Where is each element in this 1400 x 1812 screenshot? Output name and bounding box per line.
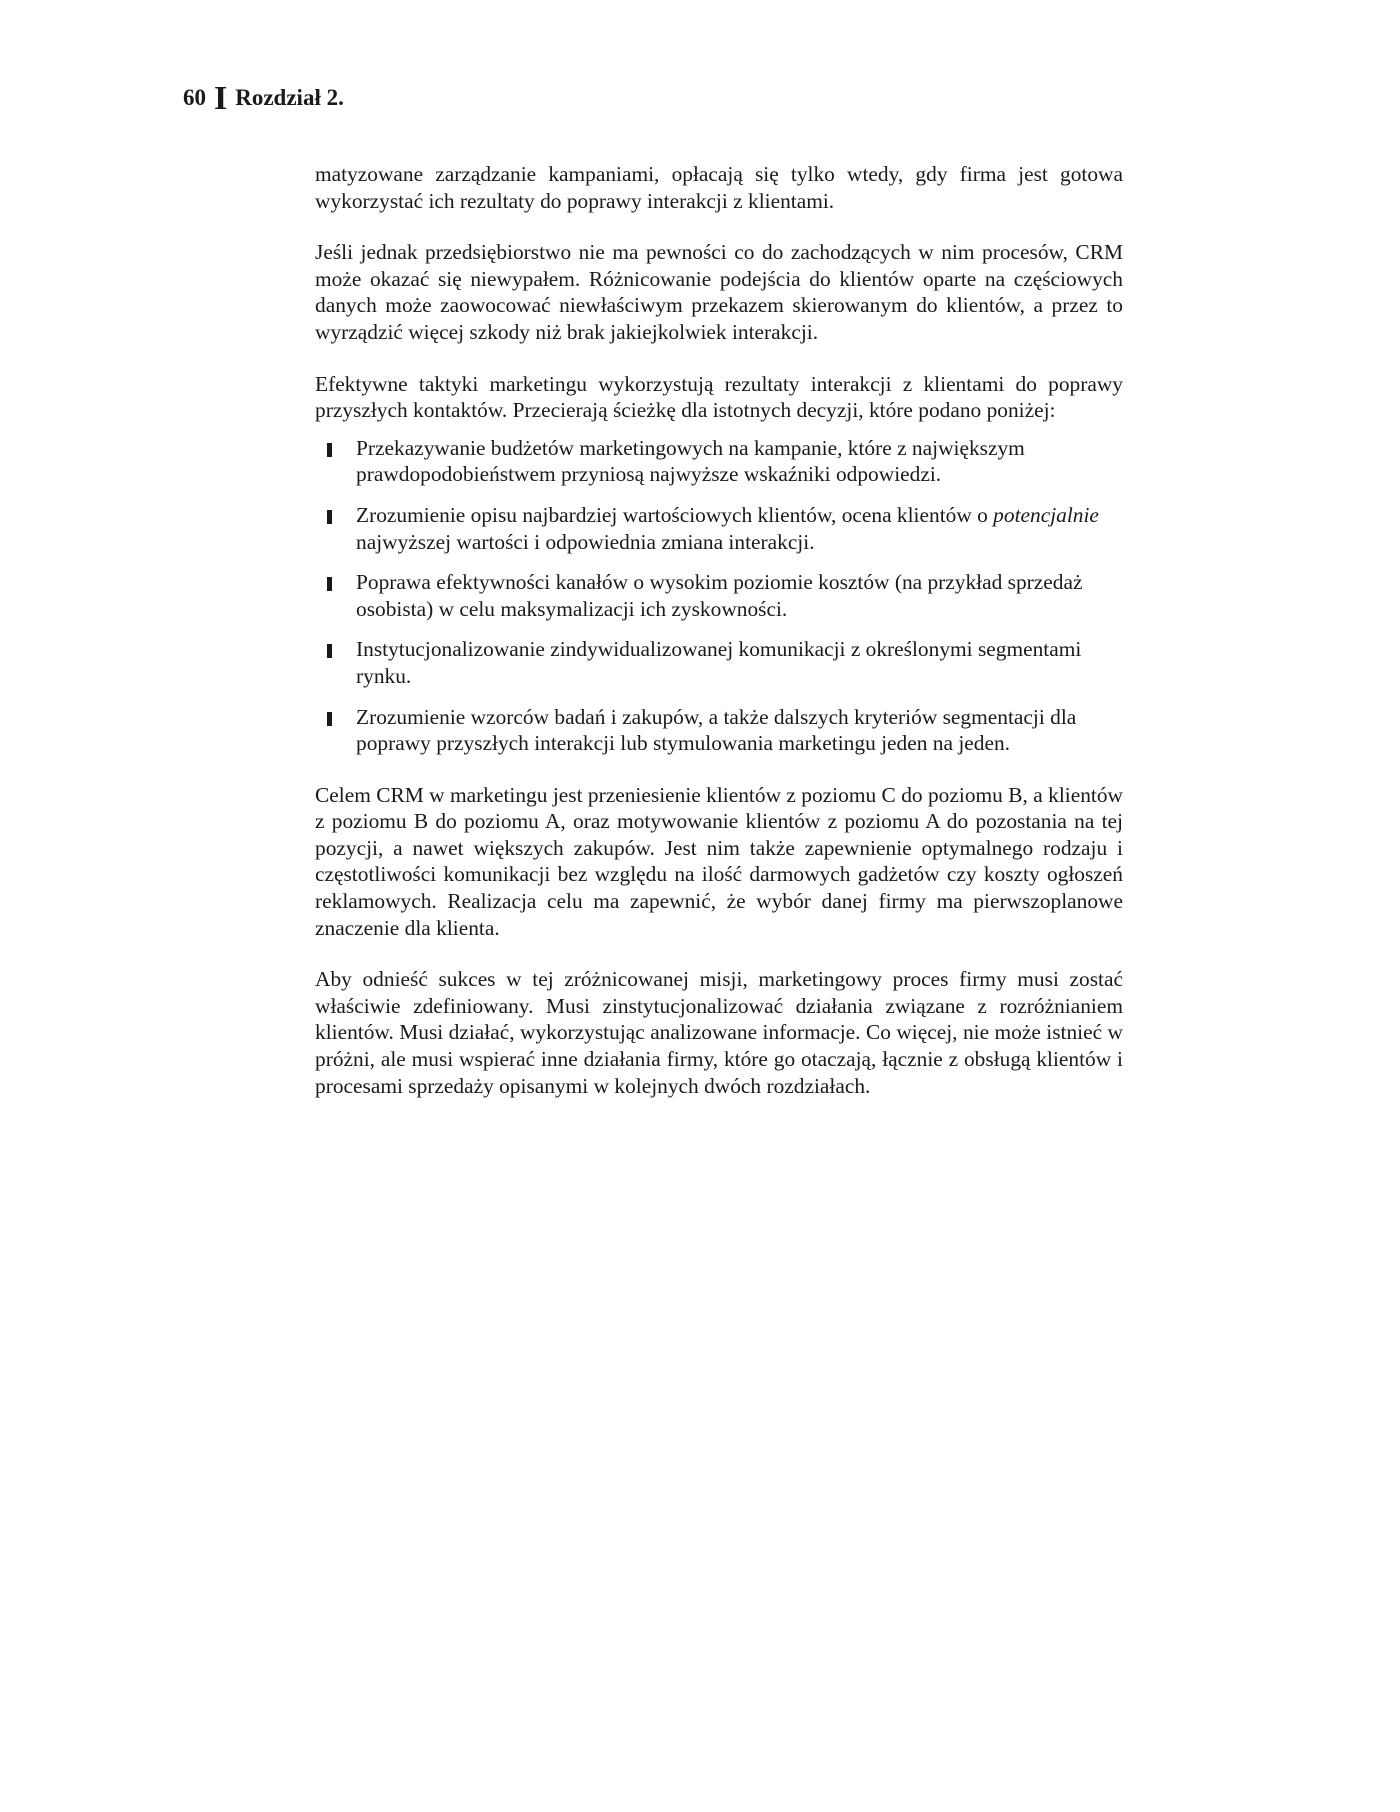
list-item-text: Poprawa efektywności kanałów o wysokim poziomie kosztów (na przykład sprzedaż osobista) w celu maksymalizacji ich zyskowności. (356, 570, 1083, 621)
emphasized-word: potencjalnie (993, 502, 1099, 527)
running-head-separator: I (214, 80, 228, 117)
page-number: 60 (183, 84, 206, 110)
paragraph-5: Aby odnieść sukces w tej zróżnicowanej misji, marketingowy proces firmy musi zostać właściwie zdefiniowany. Musi zinstytucjonalizować działania związane z rozróżnianiem klientów. Musi działać, wykorzystując analizowane informacje. Co więcej, nie może istnieć w próżni, ale musi wspierać inne działania firmy, które go otaczają, łącznie z obsługą klientów i procesami sprzedaży opisanymi w kolejnych dwóch rozdziałach. (315, 967, 1123, 1098)
list-item (315, 502, 1123, 555)
list-item (315, 435, 1123, 488)
bullet-marker (327, 644, 332, 658)
bullet-marker (327, 510, 332, 524)
list-item (315, 704, 1123, 757)
paragraph-3: Efektywne taktyki marketingu wykorzystują rezultaty interakcji z klientami do poprawy przyszłych kontaktów. Przecierają ścieżkę dla istotnych decyzji, które podano poniżej: (315, 371, 1123, 423)
page-body (315, 161, 1123, 1099)
paragraph-2: Jeśli jednak przedsiębiorstwo nie ma pewności co do zachodzących w nim procesów, CRM może okazać się niewypałem. Różnicowanie podejścia do klientów oparte na częściowych danych może zaowocować niewłaściwym przekazem skierowanym do klientów, a przez to wyrządzić więcej szkody niż brak jakiejkolwiek interakcji. (315, 240, 1123, 344)
bullet-marker (327, 712, 332, 726)
bullet-marker (327, 443, 332, 457)
list-item-text: Instytucjonalizowanie zindywidualizowanej komunikacji z określonymi segmentami rynku. (356, 637, 1082, 688)
running-head (183, 80, 344, 117)
list-item-text: Przekazywanie budżetów marketingowych na kampanie, które z największym prawdopodobieństwem przyniosą najwyższe wskaźniki odpowiedzi. (356, 435, 1025, 487)
paragraph-4: Celem CRM w marketingu jest przeniesienie klientów z poziomu C do poziomu B, a klientów z poziomu B do poziomu A, oraz motywowanie klientów z poziomu A do pozostania na tej pozycji, a nawet większych zakupów. Jest nim także zapewnienie optymalnego rodzaju i częstotliwości komunikacji bez względu na ilość darmowych gadżetów czy koszty ogłoszeń reklamowych. Realizacja celu ma zapewnić, że wybór danej firmy ma pierwszoplanowe znaczenie dla klienta. (315, 782, 1123, 940)
bullet-marker (327, 577, 332, 591)
list-item-text-start: Zrozumienie opisu najbardziej wartościowych klientów, ocena klientów o (356, 502, 994, 527)
chapter-title: Rozdział 2. (235, 84, 344, 110)
list-item-text-end: najwyższej wartości i odpowiednia zmiana interakcji. (356, 529, 815, 554)
decision-list (315, 435, 1123, 757)
list-item-text: Zrozumienie wzorców badań i zakupów, a także dalszych kryteriów segmentacji dla poprawy przyszłych interakcji lub stymulowania marketingu jeden na jeden. (356, 704, 1077, 756)
paragraph-1: matyzowane zarządzanie kampaniami, opłacają się tylko wtedy, gdy firma jest gotowa wykorzystać ich rezultaty do poprawy interakcji z klientami. (315, 162, 1123, 213)
list-item (315, 636, 1123, 689)
list-item (315, 569, 1123, 622)
